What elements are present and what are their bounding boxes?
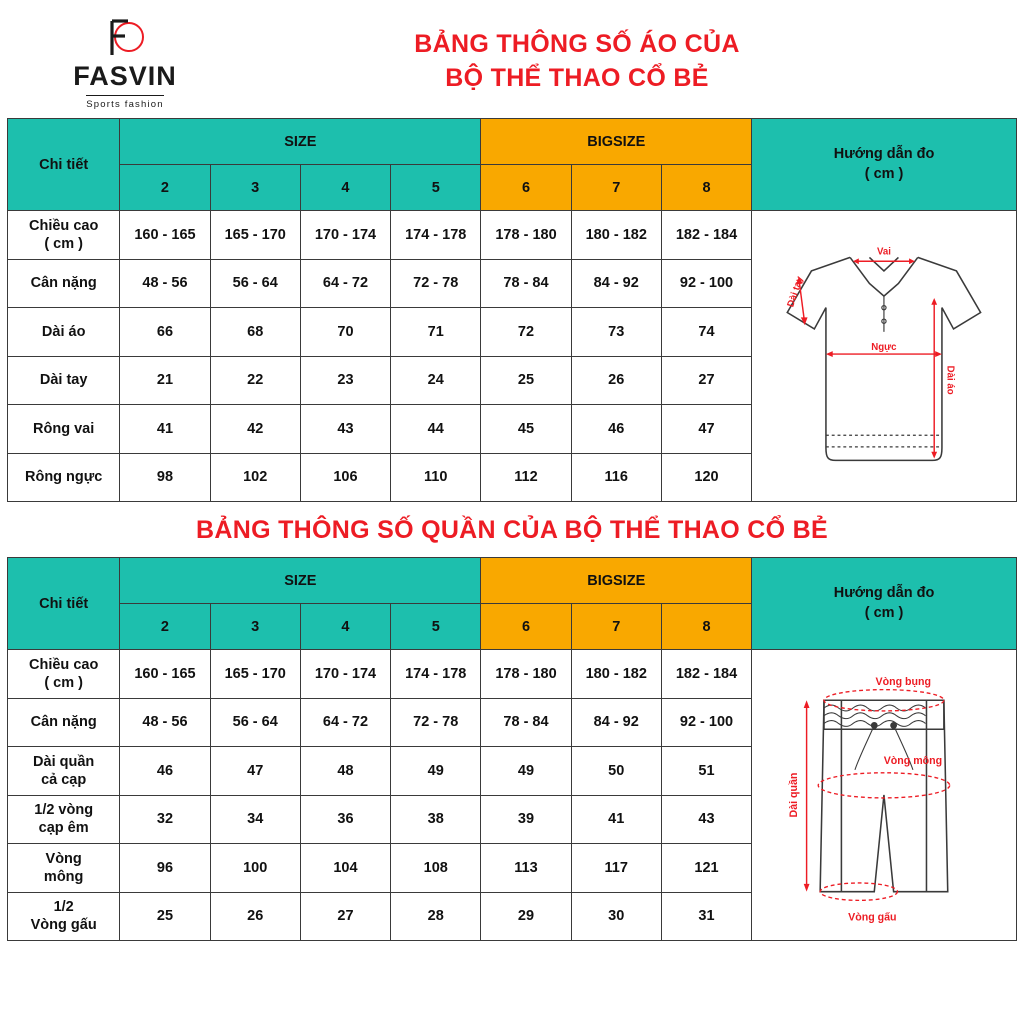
label-sleeve: Dài tay (785, 275, 806, 309)
cell: 27 (300, 892, 390, 941)
cell: 178 - 180 (481, 211, 571, 260)
table-row (8, 211, 1017, 260)
cell: 108 (391, 844, 481, 893)
cell: 120 (661, 453, 751, 502)
pants-section-title: BẢNG THÔNG SỐ QUẦN CỦA BỘ THỂ THAO CỔ BẺ (196, 516, 828, 544)
cell: 23 (300, 356, 390, 405)
page-title-line1: BẢNG THÔNG SỐ ÁO CỦA (414, 30, 740, 59)
header-detail: Chi tiết (8, 558, 120, 650)
row-label-line1: 1/2 vòng (34, 802, 94, 819)
cell: 74 (661, 308, 751, 357)
cell: 47 (210, 747, 300, 796)
cell: 56 - 64 (210, 698, 300, 747)
header-guide-line2: ( cm ) (864, 604, 904, 621)
row-label (8, 211, 120, 260)
cell: 46 (120, 747, 210, 796)
cell: 27 (661, 356, 751, 405)
cell: 70 (300, 308, 390, 357)
cell: 51 (661, 747, 751, 796)
cell: 26 (210, 892, 300, 941)
cell: 29 (481, 892, 571, 941)
size-col-4: 4 (300, 165, 390, 211)
size-col-3: 3 (210, 165, 300, 211)
table-header-row (8, 119, 1017, 165)
cell: 25 (120, 892, 210, 941)
cell: 43 (300, 405, 390, 454)
size-col-8: 8 (661, 604, 751, 650)
cell: 72 (481, 308, 571, 357)
cell: 178 - 180 (481, 650, 571, 699)
cell: 48 - 56 (120, 698, 210, 747)
cell: 49 (481, 747, 571, 796)
header-guide (752, 558, 1017, 650)
row-label-line1: Chiều cao (29, 217, 99, 234)
label-hip: Vòng mông (883, 755, 943, 768)
pants-size-table (7, 557, 1017, 941)
row-label-line1: Dài áo (41, 323, 86, 340)
row-label (8, 650, 120, 699)
row-label-line1: Dài tay (39, 372, 88, 389)
header-guide (752, 119, 1017, 211)
size-col-4: 4 (300, 604, 390, 650)
label-chest: Ngực (871, 342, 897, 354)
size-col-2: 2 (120, 604, 210, 650)
cell: 71 (391, 308, 481, 357)
cell: 116 (571, 453, 661, 502)
row-label-line1: Rông vai (33, 420, 95, 437)
cell: 165 - 170 (210, 211, 300, 260)
cell: 160 - 165 (120, 211, 210, 260)
row-label (8, 308, 120, 357)
row-label-line2: Vòng gấu (30, 917, 97, 934)
cell: 72 - 78 (391, 259, 481, 308)
cell: 24 (391, 356, 481, 405)
header-bigsize: BIGSIZE (481, 119, 752, 165)
cell: 92 - 100 (661, 259, 751, 308)
size-col-7: 7 (571, 604, 661, 650)
cell: 78 - 84 (481, 698, 571, 747)
shirt-measure-illustration (752, 211, 1017, 502)
cell: 102 (210, 453, 300, 502)
row-label (8, 747, 120, 796)
cell: 104 (300, 844, 390, 893)
cell: 25 (481, 356, 571, 405)
row-label-line2: cả cạp (41, 771, 87, 788)
cell: 106 (300, 453, 390, 502)
row-label-line1: Rông ngực (24, 469, 103, 486)
row-label (8, 844, 120, 893)
size-col-6: 6 (481, 604, 571, 650)
label-shoulder: Vai (877, 246, 892, 258)
cell: 41 (120, 405, 210, 454)
cell: 36 (300, 795, 390, 844)
cell: 170 - 174 (300, 650, 390, 699)
cell: 180 - 182 (571, 650, 661, 699)
size-col-6: 6 (481, 165, 571, 211)
header-guide-line1: Hướng dẫn đo (833, 145, 935, 162)
cell: 73 (571, 308, 661, 357)
row-label-line2: ( cm ) (44, 674, 83, 691)
header-size: SIZE (120, 119, 481, 165)
row-label (8, 453, 120, 502)
cell: 160 - 165 (120, 650, 210, 699)
cell: 84 - 92 (571, 698, 661, 747)
row-label-line1: Cân nặng (30, 275, 97, 292)
cell: 42 (210, 405, 300, 454)
brand-logo (0, 15, 250, 110)
size-col-2: 2 (120, 165, 210, 211)
cell: 64 - 72 (300, 259, 390, 308)
table-row (8, 650, 1017, 699)
brand-tagline: Sports fashion (86, 95, 164, 110)
cell: 46 (571, 405, 661, 454)
row-label (8, 356, 120, 405)
row-label (8, 795, 120, 844)
row-label-line2: ( cm ) (44, 235, 83, 252)
cell: 165 - 170 (210, 650, 300, 699)
cell: 45 (481, 405, 571, 454)
shirt-size-table (7, 118, 1017, 502)
page-title (250, 28, 1024, 96)
cell: 174 - 178 (391, 211, 481, 260)
cell: 32 (120, 795, 210, 844)
cell: 48 (300, 747, 390, 796)
brand-name: FASVIN (73, 60, 177, 91)
cell: 30 (571, 892, 661, 941)
cell: 22 (210, 356, 300, 405)
row-label (8, 892, 120, 941)
cell: 92 - 100 (661, 698, 751, 747)
cell: 113 (481, 844, 571, 893)
cell: 21 (120, 356, 210, 405)
row-label-line2: mông (43, 868, 84, 885)
cell: 182 - 184 (661, 211, 751, 260)
cell: 68 (210, 308, 300, 357)
row-label-line2: cạp êm (38, 820, 89, 837)
row-label (8, 259, 120, 308)
cell: 84 - 92 (571, 259, 661, 308)
size-col-7: 7 (571, 165, 661, 211)
label-waist: Vòng bụng (875, 675, 932, 688)
cell: 112 (481, 453, 571, 502)
cell: 182 - 184 (661, 650, 751, 699)
cell: 100 (210, 844, 300, 893)
page-header (0, 0, 1024, 118)
header-bigsize: BIGSIZE (481, 558, 752, 604)
size-col-3: 3 (210, 604, 300, 650)
size-col-5: 5 (391, 165, 481, 211)
cell: 48 - 56 (120, 259, 210, 308)
label-hem: Vòng gấu (848, 911, 897, 924)
header-guide-line1: Hướng dẫn đo (833, 584, 935, 601)
cell: 50 (571, 747, 661, 796)
row-label-line1: Chiều cao (29, 656, 99, 673)
cell: 47 (661, 405, 751, 454)
cell: 38 (391, 795, 481, 844)
size-col-8: 8 (661, 165, 751, 211)
cell: 121 (661, 844, 751, 893)
cell: 66 (120, 308, 210, 357)
cell: 170 - 174 (300, 211, 390, 260)
cell: 117 (571, 844, 661, 893)
row-label-line1: Vòng (45, 850, 82, 867)
header-size: SIZE (120, 558, 481, 604)
cell: 26 (571, 356, 661, 405)
label-pant-length: Dài quần (788, 772, 801, 818)
cell: 34 (210, 795, 300, 844)
row-label (8, 698, 120, 747)
fasvin-f-logo-icon (102, 15, 148, 61)
cell: 56 - 64 (210, 259, 300, 308)
cell: 174 - 178 (391, 650, 481, 699)
row-label-line1: Dài quần (33, 753, 95, 770)
row-label-line1: 1/2 (53, 899, 74, 916)
size-col-5: 5 (391, 604, 481, 650)
row-label (8, 405, 120, 454)
cell: 64 - 72 (300, 698, 390, 747)
page-title-line2: BỘ THỂ THAO CỔ BẺ (445, 64, 709, 92)
cell: 96 (120, 844, 210, 893)
table-header-row (8, 558, 1017, 604)
cell: 49 (391, 747, 481, 796)
cell: 31 (661, 892, 751, 941)
cell: 78 - 84 (481, 259, 571, 308)
label-length: Dài áo (944, 365, 956, 395)
cell: 180 - 182 (571, 211, 661, 260)
cell: 44 (391, 405, 481, 454)
cell: 110 (391, 453, 481, 502)
cell: 28 (391, 892, 481, 941)
cell: 41 (571, 795, 661, 844)
row-label-line1: Cân nặng (30, 714, 97, 731)
cell: 98 (120, 453, 210, 502)
cell: 72 - 78 (391, 698, 481, 747)
cell: 39 (481, 795, 571, 844)
shorts-measure-illustration (752, 650, 1017, 941)
header-detail: Chi tiết (8, 119, 120, 211)
header-guide-line2: ( cm ) (864, 165, 904, 182)
cell: 43 (661, 795, 751, 844)
